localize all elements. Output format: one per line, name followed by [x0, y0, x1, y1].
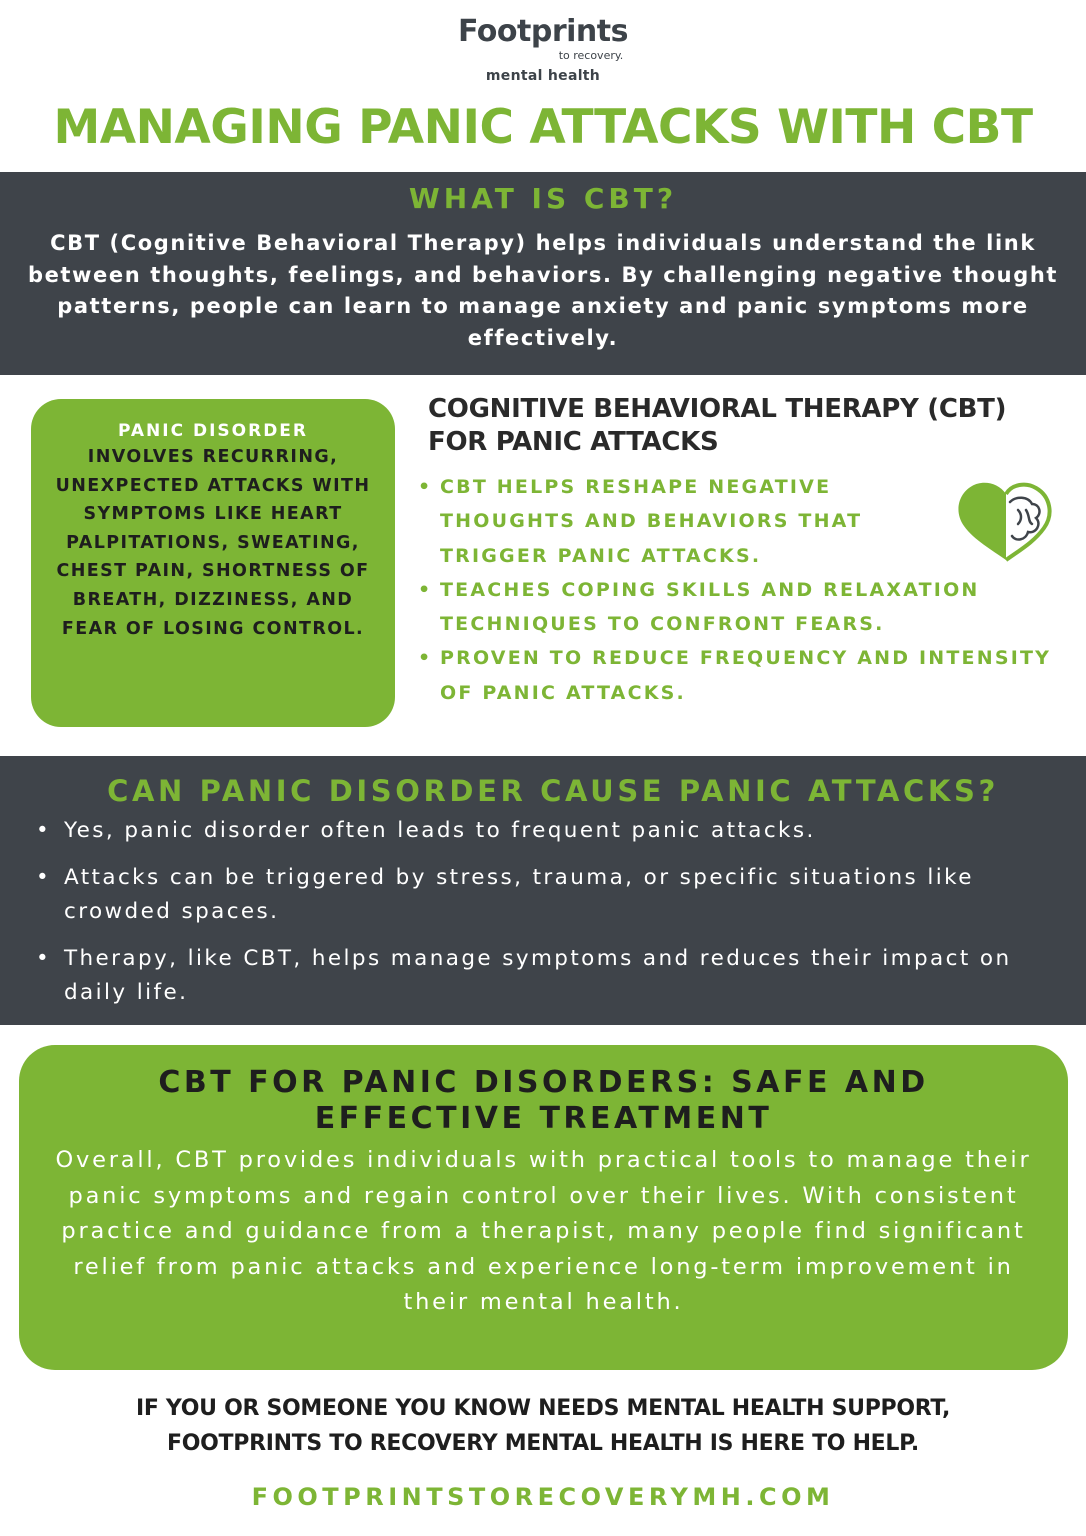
cbt-for-panic-heading: COGNITIVE BEHAVIORAL THERAPY (CBT) FOR PANIC ATTACKS	[428, 394, 1007, 457]
what-is-cbt-section	[0, 172, 1086, 375]
can-panic-heading: CAN PANIC DISORDER CAUSE PANIC ATTACKS?	[107, 774, 999, 808]
cta-line: FOOTPRINTS TO RECOVERY MENTAL HEALTH IS HERE TO HELP.	[167, 1431, 919, 1456]
logo-tagline: mental health	[485, 68, 601, 84]
list-item: • TEACHES COPING SKILLS AND RELAXATION TECHNIQUES TO CONFRONT FEARS.	[416, 573, 1056, 642]
safe-effective-body: Overall, CBT provides individuals with practical tools to manage their panic symptoms and regain control over their lives. With consistent practice and guidance from a therapist, many people find significant relief from panic attacks and experience long-term improvement in their mental health.	[55, 1147, 1032, 1315]
panic-disorder-box	[31, 399, 395, 727]
can-panic-section	[0, 756, 1086, 1025]
can-panic-list	[34, 814, 1066, 1023]
list-item: • Yes, panic disorder often leads to frequent panic attacks.	[34, 814, 1066, 849]
what-is-cbt-body: CBT (Cognitive Behavioral Therapy) helps individuals understand the link between thoughts, feelings, and behaviors. By challenging negative thought patterns, people can learn to manage anxiety and panic symptoms more effectively.	[27, 231, 1059, 350]
panic-disorder-title: PANIC DISORDER	[117, 421, 309, 441]
call-to-action	[0, 1391, 1086, 1461]
list-item: • Therapy, like CBT, helps manage symptoms and reduces their impact on daily life.	[34, 942, 1066, 1011]
list-item: • Attacks can be triggered by stress, trauma, or specific situations like crowded spaces.	[34, 861, 1066, 930]
what-is-cbt-heading: WHAT IS CBT?	[408, 182, 678, 215]
logo-subtext: to recovery.	[558, 49, 624, 62]
logo-wordmark: Footprints	[458, 14, 628, 49]
website-link[interactable]: FOOTPRINTSTORECOVERYMH.COM	[251, 1483, 835, 1511]
page-title: MANAGING PANIC ATTACKS WITH CBT	[53, 100, 1033, 155]
panic-disorder-body: INVOLVES RECURRING, UNEXPECTED ATTACKS WITH SYMPTOMS LIKE HEART PALPITATIONS, SWEATING, CHEST PAIN, SHORTNESS OF BREATH, DIZZINESS, AND FEAR OF LOSING CONTROL.	[55, 447, 371, 639]
safe-effective-heading: CBT FOR PANIC DISORDERS: SAFE AND EFFECTIVE TREATMENT	[158, 1065, 929, 1136]
logo	[0, 14, 1086, 84]
cta-line: IF YOU OR SOMEONE YOU KNOW NEEDS MENTAL HEALTH SUPPORT,	[135, 1396, 951, 1421]
list-item: • PROVEN TO REDUCE FREQUENCY AND INTENSITY OF PANIC ATTACKS.	[416, 641, 1056, 710]
heart-brain-icon	[950, 480, 1060, 562]
list-item: • CBT HELPS RESHAPE NEGATIVE THOUGHTS AND BEHAVIORS THAT TRIGGER PANIC ATTACKS.	[416, 470, 936, 573]
safe-effective-box	[19, 1045, 1068, 1370]
